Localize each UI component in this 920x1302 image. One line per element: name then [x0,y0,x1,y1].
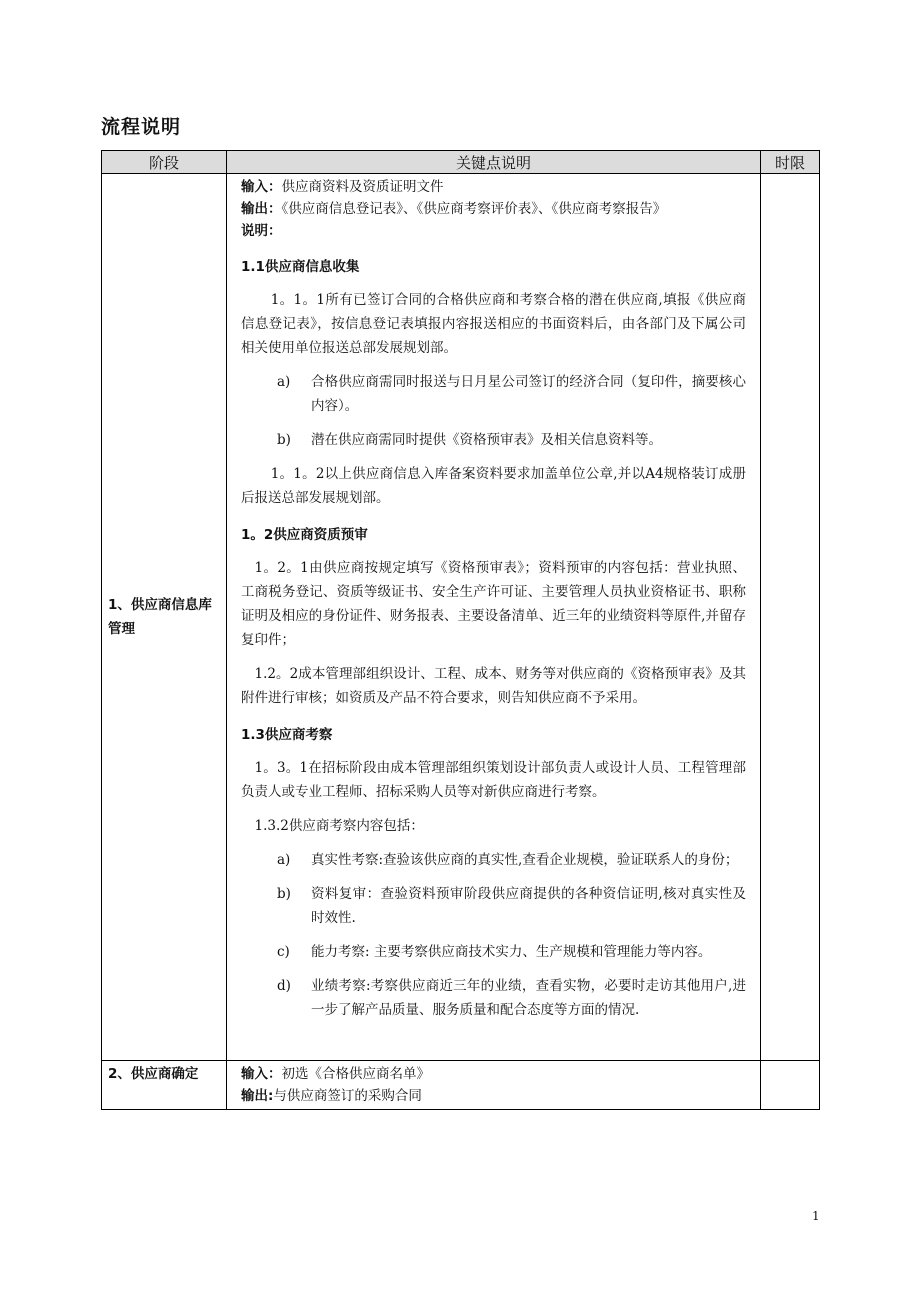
input-text: 初选《合格供应商名单》 [281,1066,430,1082]
list-item-label: b) [277,886,291,902]
note-label: 说明： [241,223,282,239]
list-item [277,940,746,964]
key-points-cell [227,174,761,1061]
paragraph: 1.3.2供应商考察内容包括： [254,818,424,834]
list-item-text: 业绩考察:考察供应商近三年的业绩，查看实物，必要时走访其他用户,进一步了解产品质量、服务质量和配合态度等方面的情况. [311,978,746,1018]
list-item-text: 真实性考察:查验该供应商的真实性,查看企业规模，验证联系人的身份； [311,852,739,868]
output-text: 《供应商信息登记表》、《供应商考察评价表》、《供应商考察报告》 [281,201,667,217]
output-label: 输出： [241,201,282,217]
input-text: 供应商资料及资质证明文件 [281,179,444,195]
stage-cell: 2、供应商确定 [102,1061,227,1110]
page-title: 流程说明 [101,116,182,138]
section-title: 1.1供应商信息收集 [241,259,360,275]
input-line [241,176,746,198]
list-item-label: d) [277,978,291,994]
input-line [241,1063,746,1085]
section-title: 1.3供应商考察 [241,727,333,743]
header-stage: 阶段 [102,151,227,174]
paragraph: 1.2。2成本管理部组织设计、工程、成本、财务等对供应商的《资格预审表》及其附件进行审核；如资质及产品不符合要求，则告知供应商不予采用。 [241,666,746,706]
list-item-text: 合格供应商需同时报送与日月星公司签订的经济合同（复印件，摘要核心内容）。 [311,374,746,414]
list-item [277,848,746,872]
process-table [101,150,820,1110]
paragraph: 1。3。1在招标阶段由成本管理部组织策划设计部负责人或设计人员、工程管理部负责人或专业工程师、招标采购人员等对新供应商进行考察。 [241,760,746,800]
list-item [277,974,746,1022]
list-item-label: c) [277,944,290,960]
list-item-label: a) [277,852,291,868]
paragraph: 1。1。1所有已签订合同的合格供应商和考察合格的潜在供应商,填报《供应商信息登记表》，按信息登记表填报内容报送相应的书面资料后，由各部门及下属公司相关使用单位报送总部发展规划部。 [241,292,746,356]
table-row [102,174,820,1061]
list-item-text: 资料复审：查验资料预审阶段供应商提供的各种资信证明,核对真实性及时效性. [311,886,746,926]
list-item [277,428,746,452]
header-key-points: 关键点说明 [227,151,761,174]
output-label: 输出: [241,1088,274,1104]
list-item-label: a) [277,374,291,390]
page-number: 1 [812,1209,820,1223]
input-label: 输入： [241,1066,282,1082]
output-text: 与供应商签订的采购合同 [273,1088,422,1104]
output-line [241,198,746,220]
paragraph: 1。2。1由供应商按规定填写《资格预审表》；资料预审的内容包括：营业执照、工商税务登记、资质等级证书、安全生产许可证、主要管理人员执业资格证书、职称证明及相应的身份证件、财务报表、主要设备清单、近三年的业绩资料等原件,并留存复印件； [241,560,746,648]
table-row [102,1061,820,1110]
input-label: 输入： [241,179,282,195]
key-points-cell [227,1061,761,1110]
section-title: 1。2供应商资质预审 [241,527,368,543]
output-line [241,1085,746,1107]
list-item-label: b) [277,432,291,448]
time-limit-cell [761,174,820,1061]
list-item [277,370,746,418]
paragraph: 1。1。2以上供应商信息入库备案资料要求加盖单位公章,并以A4规格装订成册后报送总部发展规划部。 [241,466,746,506]
stage-cell: 1、供应商信息库管理 [102,174,227,1061]
table-header-row [102,151,820,174]
list-item-text: 潜在供应商需同时提供《资格预审表》及相关信息资料等。 [311,432,662,448]
list-item-text: 能力考察: 主要考察供应商技术实力、生产规模和管理能力等内容。 [311,944,712,960]
header-time-limit: 时限 [761,151,820,174]
list-item [277,882,746,930]
time-limit-cell [761,1061,820,1110]
